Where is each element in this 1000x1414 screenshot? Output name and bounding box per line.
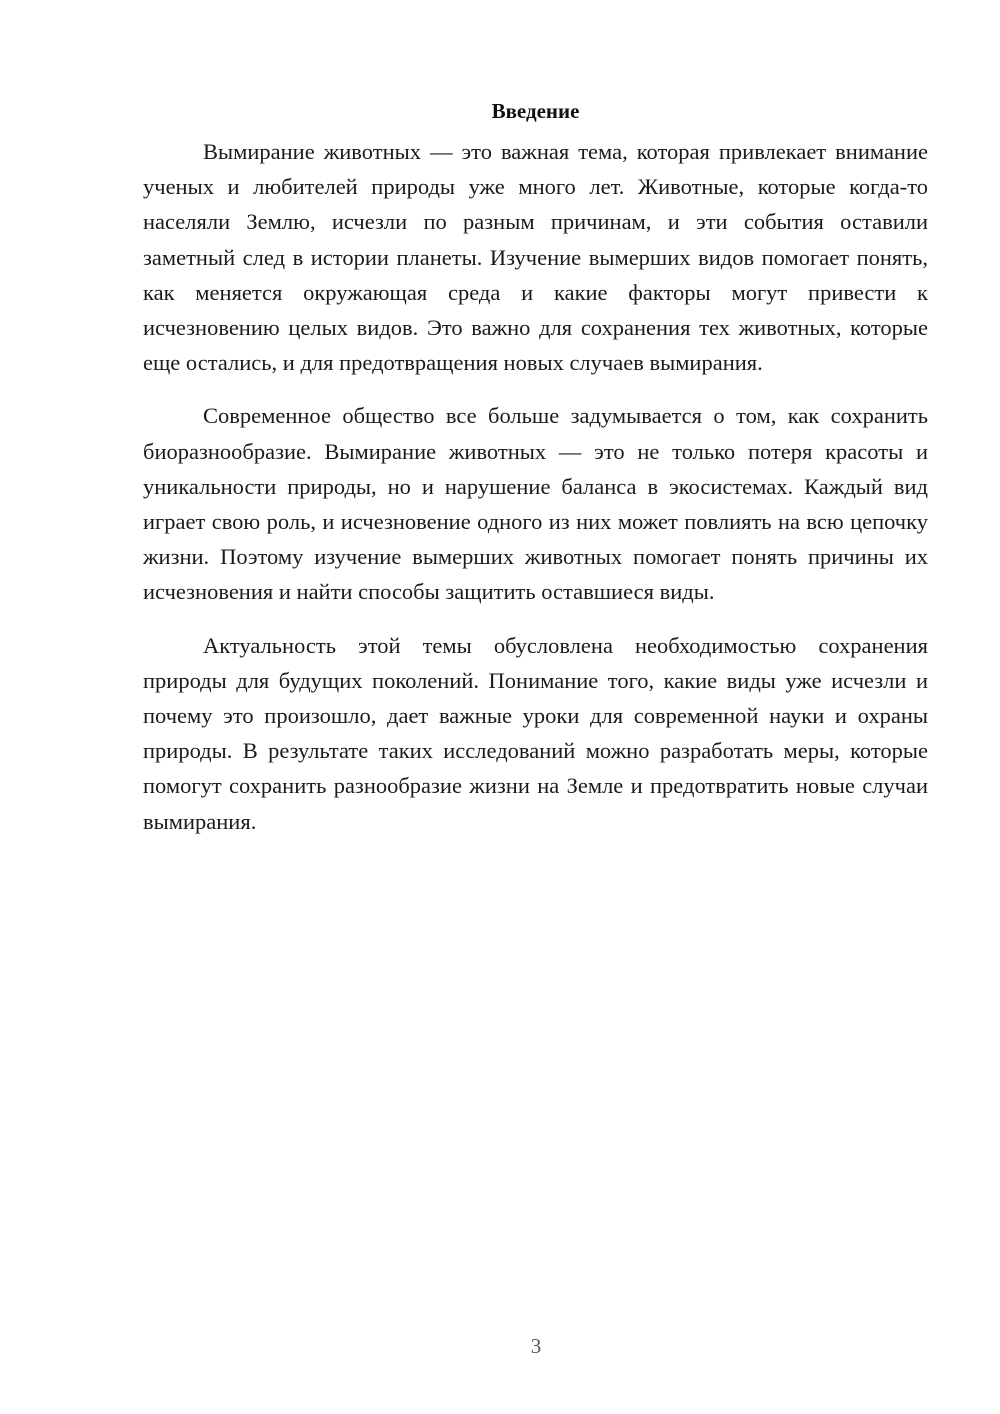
page-number: 3 bbox=[530, 1334, 542, 1358]
section-heading: Введение bbox=[491, 99, 580, 123]
paragraph-1: Вымирание животных — это важная тема, которая привлекает внимание ученых и любителей природы уже много лет. Животные, которые когда-то населяли Землю, исчезли по разным причинам, и эти события оставили заметный след в истории планеты. Изучение вымерших видов помогает понять, как меняется окружающая среда и какие факторы могут привести к исчезновению целых видов. Это важно для сохранения тех животных, которые еще остались, и для предотвращения новых случаев вымирания. bbox=[143, 139, 928, 376]
paragraph-2: Современное общество все больше задумывается о том, как сохранить биоразнообразие. Вымирание животных — это не только потеря красоты и уникальности природы, но и нарушение баланса в экосистемах. Каждый вид играет свою роль, и исчезновение одного из них может повлиять на всю цепочку жизни. Поэтому изучение вымерших животных помогает понять причины их исчезновения и найти способы защитить оставшиеся виды. bbox=[143, 403, 928, 605]
page-content bbox=[143, 96, 928, 857]
paragraph-3: Актуальность этой темы обусловлена необходимостью сохранения природы для будущих поколений. Понимание того, какие виды уже исчезли и почему это произошло, дает важные уроки для современной науки и охраны природы. В результате таких исследований можно разработать меры, которые помогут сохранить разнообразие жизни на Земле и предотвратить новые случаи вымирания. bbox=[143, 632, 928, 834]
